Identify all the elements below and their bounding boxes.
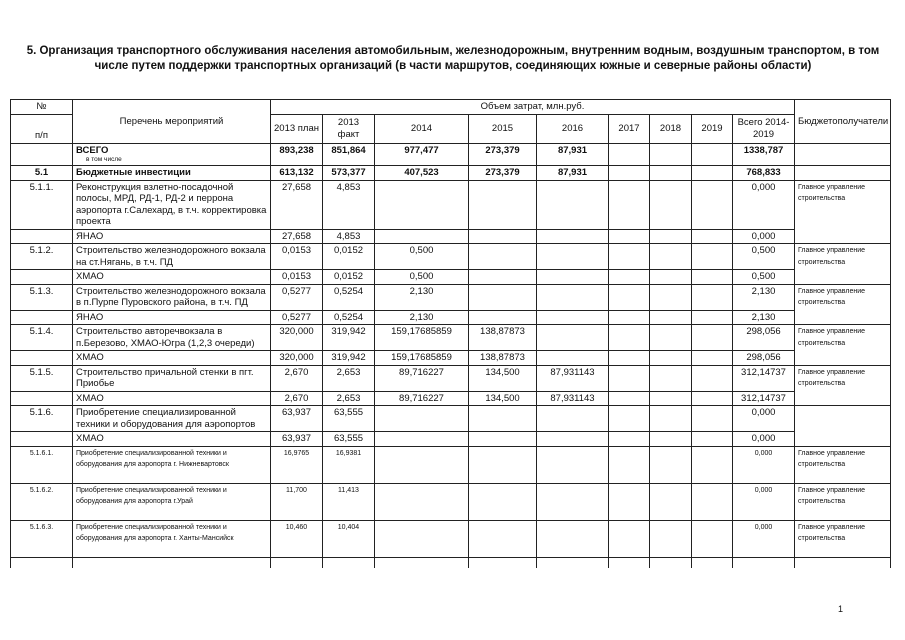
value-2013-fact: 319,942 [323, 325, 375, 351]
measure-num: 5.1.2. [11, 244, 73, 270]
value-total: 298,056 [733, 325, 795, 351]
region-total: 298,056 [733, 351, 795, 366]
value-2016 [537, 325, 609, 351]
measure-row [11, 180, 891, 229]
region-2014: 0,500 [375, 270, 469, 285]
sub-2013-fact: 10,404 [323, 520, 375, 557]
header-2015: 2015 [469, 114, 537, 143]
region-2013-plan: 320,000 [271, 351, 323, 366]
header-2019: 2019 [692, 114, 733, 143]
recipient-name: Главное управление строительства [795, 244, 891, 285]
value-2014 [375, 180, 469, 229]
sub-total: 0,000 [733, 520, 795, 557]
sub-measure-num: 5.1.6.2. [11, 483, 73, 520]
header-recipients: Бюджетополучатели [795, 100, 891, 144]
total-label: ВСЕГО [76, 144, 109, 156]
value-2016 [537, 284, 609, 310]
measure-text: Строительство причальной стенки в пгт. Приобье [73, 365, 271, 391]
measure-text: Реконструкция взлетно-посадочной полосы, МРД, РД-1, РД-2 и перрона аэропорта г.Салехард, в т.ч. корректировка проекта [73, 180, 271, 229]
value-2013-plan: 63,937 [271, 406, 323, 432]
region-label: ЯНАО [73, 310, 271, 325]
header-num-bottom: п/п [11, 114, 73, 143]
region-2013-fact: 319,942 [323, 351, 375, 366]
measure-text: Строительство железнодорожного вокзала на ст.Нягань, в т.ч. ПД [73, 244, 271, 270]
measure-row [11, 365, 891, 391]
value-2016: 87,931143 [537, 365, 609, 391]
measure-text: Строительство железнодорожного вокзала в п.Пурпе Пуровского района, в т.ч. ПД [73, 284, 271, 310]
region-2014: 159,17685859 [375, 351, 469, 366]
region-2013-fact: 2,653 [323, 391, 375, 406]
sub-measure-row [11, 446, 891, 483]
page-number: 1 [838, 604, 844, 614]
sub-2013-plan: 10,460 [271, 520, 323, 557]
region-2013-fact: 0,0152 [323, 270, 375, 285]
measure-num: 5.1.6. [11, 406, 73, 432]
region-2013-fact: 63,555 [323, 432, 375, 447]
region-row [11, 229, 891, 244]
sub-recipient: Главное управление строительства [795, 483, 891, 520]
budget-row [11, 166, 891, 181]
measure-num: 5.1.4. [11, 325, 73, 351]
sub-2013-fact: 11,413 [323, 483, 375, 520]
value-2013-fact: 4,853 [323, 180, 375, 229]
header-2014: 2014 [375, 114, 469, 143]
value-2013-plan: 2,670 [271, 365, 323, 391]
region-label: ХМАО [73, 391, 271, 406]
region-2013-fact: 0,5254 [323, 310, 375, 325]
sub-total: 0,000 [733, 446, 795, 483]
region-total: 312,14737 [733, 391, 795, 406]
value-2015 [469, 180, 537, 229]
value-2015 [469, 406, 537, 432]
region-2015: 134,500 [469, 391, 537, 406]
sub-2013-fact: 16,9381 [323, 446, 375, 483]
total-sum: 1338,787 [733, 143, 795, 166]
budget-num: 5.1 [11, 166, 73, 181]
measure-row [11, 406, 891, 432]
region-2016 [537, 351, 609, 366]
region-2013-plan: 2,670 [271, 391, 323, 406]
sub-measure-row [11, 483, 891, 520]
recipient-name: Главное управление строительства [795, 365, 891, 406]
header-volume: Объем затрат, млн.руб. [271, 100, 795, 115]
value-total: 0,000 [733, 406, 795, 432]
value-2013-plan: 0,0153 [271, 244, 323, 270]
value-2015 [469, 244, 537, 270]
value-2014: 89,716227 [375, 365, 469, 391]
value-2013-plan: 27,658 [271, 180, 323, 229]
total-2013-plan: 893,238 [271, 143, 323, 166]
budget-2013-plan: 613,132 [271, 166, 323, 181]
recipient-name: Главное управление строительства [795, 180, 891, 244]
value-2013-plan: 0,5277 [271, 284, 323, 310]
budget-label: Бюджетные инвестиции [73, 166, 271, 181]
total-row [11, 143, 891, 166]
measure-row [11, 325, 891, 351]
region-row [11, 270, 891, 285]
sub-measure-text: Приобретение специализированной техники и оборудования для аэропорта г. Ханты-Мансийск [76, 523, 234, 542]
region-total: 0,000 [733, 229, 795, 244]
region-label: ХМАО [73, 270, 271, 285]
region-label: ЯНАО [73, 229, 271, 244]
header-2016: 2016 [537, 114, 609, 143]
sub-2013-plan: 11,700 [271, 483, 323, 520]
budget-sum: 768,833 [733, 166, 795, 181]
measure-text: Строительство авторечвокзала в п.Березово, ХМАО-Югра (1,2,3 очереди) [73, 325, 271, 351]
value-2014: 159,17685859 [375, 325, 469, 351]
sub-recipient: Главное управление строительства [795, 446, 891, 483]
cut-off-row [11, 557, 891, 568]
region-2015 [469, 432, 537, 447]
header-row-top [11, 100, 891, 115]
region-2015: 138,87873 [469, 351, 537, 366]
sub-measure-row [11, 520, 891, 557]
region-2013-plan: 63,937 [271, 432, 323, 447]
header-2013-plan: 2013 план [271, 114, 323, 143]
sub-total: 0,000 [733, 483, 795, 520]
header-total: Всего 2014-2019 [733, 114, 795, 143]
region-2015 [469, 229, 537, 244]
region-row [11, 310, 891, 325]
region-2013-plan: 0,5277 [271, 310, 323, 325]
header-2017: 2017 [609, 114, 650, 143]
total-2015: 273,379 [469, 143, 537, 166]
region-total: 2,130 [733, 310, 795, 325]
sub-measure-text: Приобретение специализированной техники и оборудования для аэропорта г.Урай [76, 486, 227, 505]
sub-recipient: Главное управление строительства [795, 520, 891, 557]
measure-num: 5.1.5. [11, 365, 73, 391]
budget-2016: 87,931 [537, 166, 609, 181]
value-2013-fact: 63,555 [323, 406, 375, 432]
value-2014: 2,130 [375, 284, 469, 310]
header-measures: Перечень мероприятий [73, 100, 271, 144]
value-2014: 0,500 [375, 244, 469, 270]
region-label: ХМАО [73, 351, 271, 366]
value-2013-fact: 0,0152 [323, 244, 375, 270]
value-2015: 134,500 [469, 365, 537, 391]
value-total: 0,000 [733, 180, 795, 229]
region-2014: 89,716227 [375, 391, 469, 406]
region-2016 [537, 310, 609, 325]
total-sublabel: в том числе [86, 156, 122, 163]
budget-2014: 407,523 [375, 166, 469, 181]
region-2014: 2,130 [375, 310, 469, 325]
region-label: ХМАО [73, 432, 271, 447]
region-total: 0,500 [733, 270, 795, 285]
total-2014: 977,477 [375, 143, 469, 166]
recipient-name [795, 406, 891, 447]
header-2013-fact: 2013 факт [323, 114, 375, 143]
value-total: 2,130 [733, 284, 795, 310]
measure-text: Приобретение специализированной техники и оборудования для аэропортов [73, 406, 271, 432]
header-2018: 2018 [650, 114, 692, 143]
value-2016 [537, 244, 609, 270]
header-num-top: № [11, 100, 73, 115]
budget-2013-fact: 573,377 [323, 166, 375, 181]
recipient-name: Главное управление строительства [795, 284, 891, 325]
value-2016 [537, 180, 609, 229]
value-2013-plan: 320,000 [271, 325, 323, 351]
total-2016: 87,931 [537, 143, 609, 166]
value-2015: 138,87873 [469, 325, 537, 351]
document-heading: 5. Организация транспортного обслуживания населения автомобильным, железнодорожным, внутренним водным, воздушным транспортом, в том числе путем поддержки транспортных организаций (в части маршрутов, соединяющих южные и северные районы области) [26, 45, 880, 72]
sub-measure-num: 5.1.6.3. [11, 520, 73, 557]
region-2016 [537, 229, 609, 244]
region-total: 0,000 [733, 432, 795, 447]
sub-measure-text: Приобретение специализированной техники и оборудования для аэропорта г. Нижневартовск [76, 449, 229, 468]
measure-num: 5.1.1. [11, 180, 73, 229]
region-2015 [469, 270, 537, 285]
sub-measure-num: 5.1.6.1. [11, 446, 73, 483]
region-2014 [375, 432, 469, 447]
recipient-name: Главное управление строительства [795, 325, 891, 366]
region-row [11, 432, 891, 447]
region-2013-plan: 0,0153 [271, 270, 323, 285]
measure-row [11, 244, 891, 270]
value-2013-fact: 0,5254 [323, 284, 375, 310]
value-2016 [537, 406, 609, 432]
value-2015 [469, 284, 537, 310]
measure-row [11, 284, 891, 310]
region-row [11, 391, 891, 406]
region-2013-fact: 4,853 [323, 229, 375, 244]
expenses-table [10, 99, 891, 568]
value-2014 [375, 406, 469, 432]
value-total: 312,14737 [733, 365, 795, 391]
value-total: 0,500 [733, 244, 795, 270]
region-2016 [537, 432, 609, 447]
region-row [11, 351, 891, 366]
region-2014 [375, 229, 469, 244]
measure-num: 5.1.3. [11, 284, 73, 310]
table-body [11, 100, 891, 568]
total-2013-fact: 851,864 [323, 143, 375, 166]
region-2013-plan: 27,658 [271, 229, 323, 244]
region-2015 [469, 310, 537, 325]
region-2016 [537, 270, 609, 285]
sub-2013-plan: 16,9765 [271, 446, 323, 483]
value-2013-fact: 2,653 [323, 365, 375, 391]
budget-2015: 273,379 [469, 166, 537, 181]
region-2016: 87,931143 [537, 391, 609, 406]
